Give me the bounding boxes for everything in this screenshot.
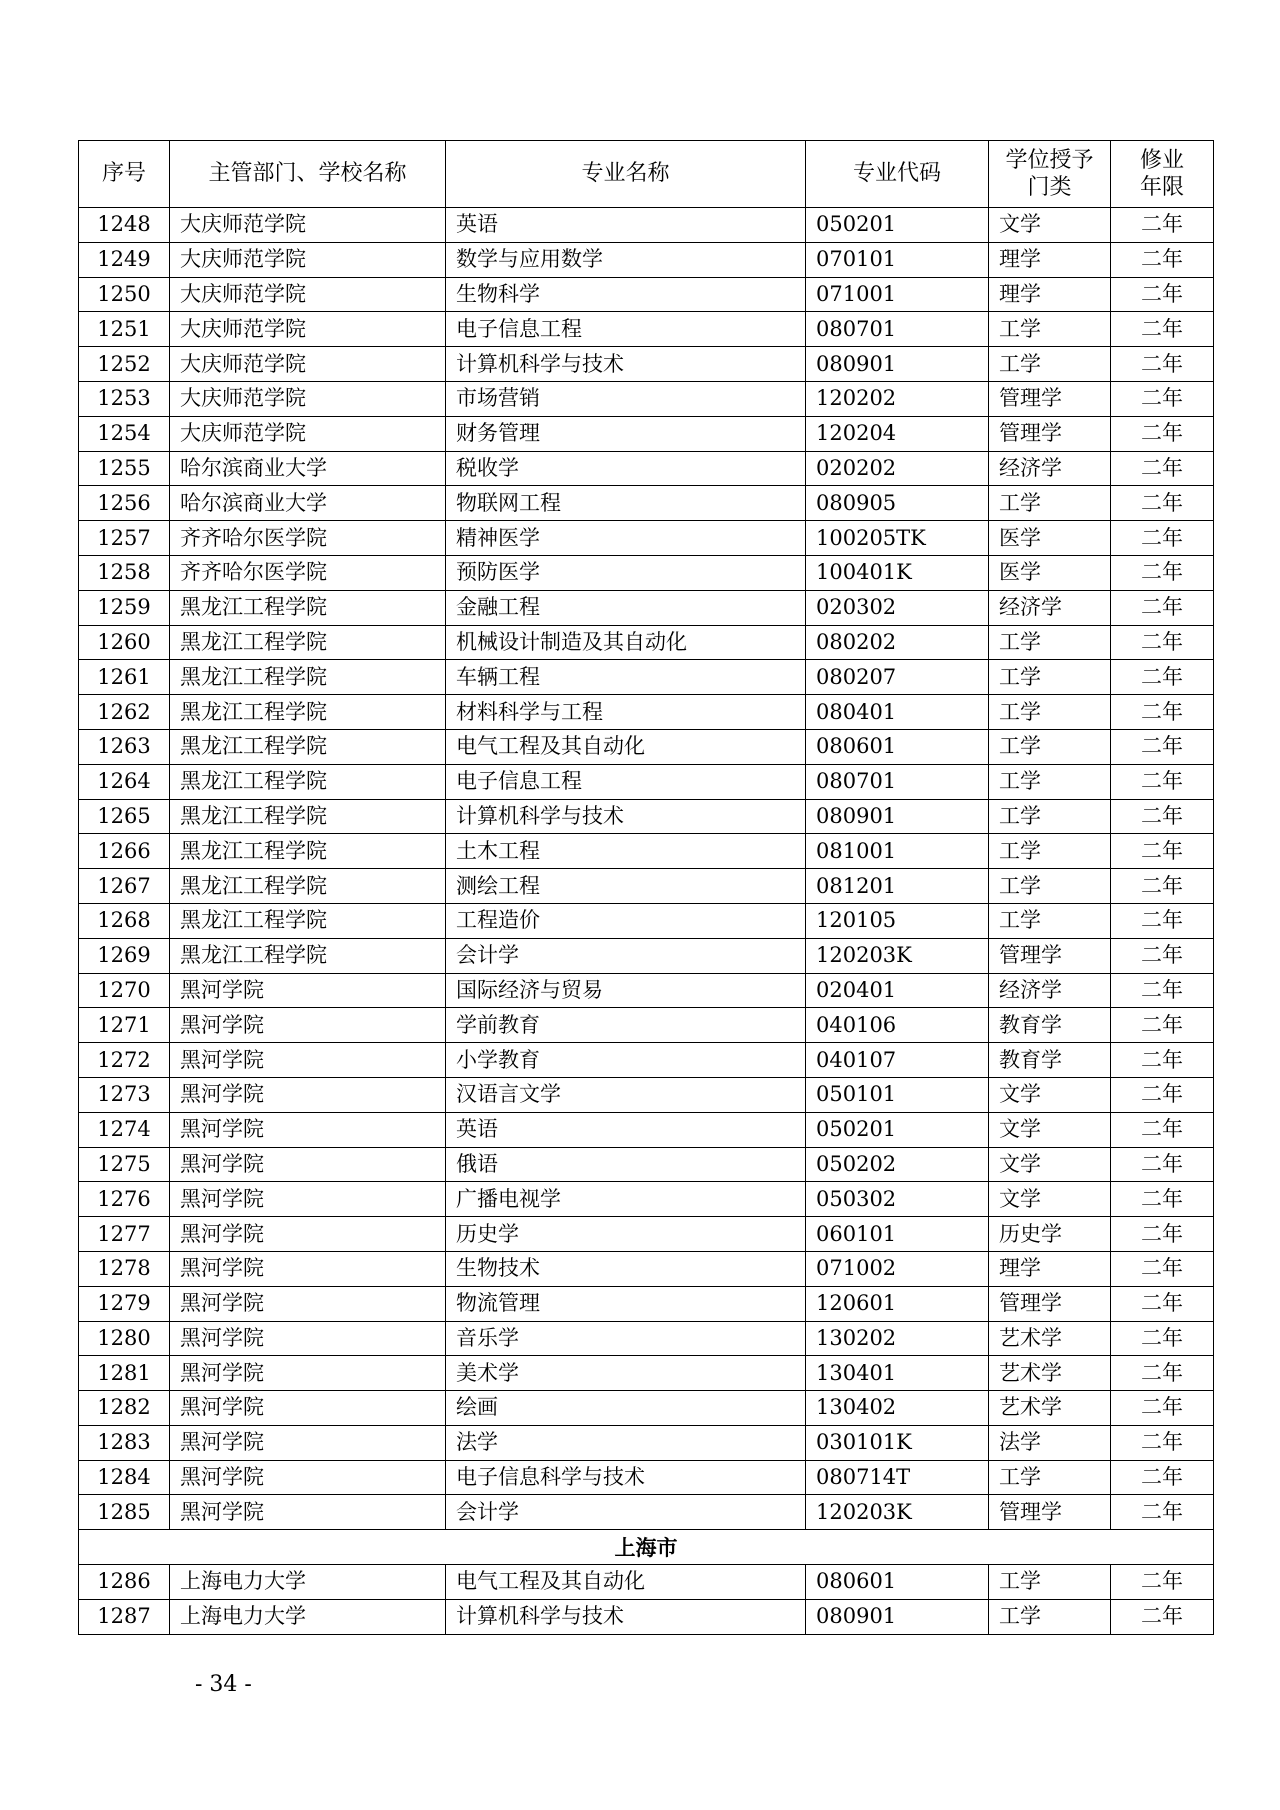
cell-code: 080601 bbox=[806, 1565, 989, 1600]
table-row bbox=[79, 1043, 1214, 1078]
cell-major: 材料科学与工程 bbox=[446, 695, 806, 730]
cell-school: 黑河学院 bbox=[170, 1495, 446, 1530]
cell-degree: 工学 bbox=[989, 1599, 1111, 1634]
cell-years: 二年 bbox=[1111, 1356, 1214, 1391]
cell-seq: 1252 bbox=[79, 347, 170, 382]
cell-degree: 文学 bbox=[989, 1147, 1111, 1182]
cell-school: 黑龙江工程学院 bbox=[170, 695, 446, 730]
table-row bbox=[79, 799, 1214, 834]
cell-years: 二年 bbox=[1111, 695, 1214, 730]
table-row bbox=[79, 347, 1214, 382]
table-row bbox=[79, 1217, 1214, 1252]
cell-code: 050302 bbox=[806, 1182, 989, 1217]
cell-major: 财务管理 bbox=[446, 416, 806, 451]
cell-code: 080905 bbox=[806, 486, 989, 521]
cell-seq: 1263 bbox=[79, 729, 170, 764]
cell-code: 060101 bbox=[806, 1217, 989, 1252]
cell-code: 120203K bbox=[806, 938, 989, 973]
cell-years: 二年 bbox=[1111, 521, 1214, 556]
cell-degree: 工学 bbox=[989, 869, 1111, 904]
cell-school: 大庆师范学院 bbox=[170, 381, 446, 416]
cell-years: 二年 bbox=[1111, 1321, 1214, 1356]
cell-years: 二年 bbox=[1111, 451, 1214, 486]
region-row bbox=[79, 1530, 1214, 1565]
table-row bbox=[79, 521, 1214, 556]
cell-code: 080401 bbox=[806, 695, 989, 730]
page-number: - 34 - bbox=[195, 1672, 252, 1697]
cell-degree: 工学 bbox=[989, 347, 1111, 382]
cell-code: 130402 bbox=[806, 1391, 989, 1426]
cell-seq: 1259 bbox=[79, 590, 170, 625]
cell-major: 汉语言文学 bbox=[446, 1077, 806, 1112]
cell-years: 二年 bbox=[1111, 1286, 1214, 1321]
cell-code: 020302 bbox=[806, 590, 989, 625]
cell-major: 电子信息科学与技术 bbox=[446, 1460, 806, 1495]
cell-code: 050201 bbox=[806, 208, 989, 243]
cell-years: 二年 bbox=[1111, 938, 1214, 973]
table-row bbox=[79, 903, 1214, 938]
cell-seq: 1274 bbox=[79, 1112, 170, 1147]
cell-degree: 工学 bbox=[989, 834, 1111, 869]
cell-years: 二年 bbox=[1111, 312, 1214, 347]
cell-major: 机械设计制造及其自动化 bbox=[446, 625, 806, 660]
region-section bbox=[79, 1530, 1214, 1565]
cell-school: 大庆师范学院 bbox=[170, 347, 446, 382]
cell-degree: 医学 bbox=[989, 555, 1111, 590]
cell-code: 100401K bbox=[806, 555, 989, 590]
cell-major: 精神医学 bbox=[446, 521, 806, 556]
cell-seq: 1272 bbox=[79, 1043, 170, 1078]
table-row bbox=[79, 1391, 1214, 1426]
cell-major: 学前教育 bbox=[446, 1008, 806, 1043]
cell-degree: 教育学 bbox=[989, 1008, 1111, 1043]
cell-school: 黑龙江工程学院 bbox=[170, 834, 446, 869]
cell-seq: 1276 bbox=[79, 1182, 170, 1217]
table-row bbox=[79, 1495, 1214, 1530]
cell-years: 二年 bbox=[1111, 1077, 1214, 1112]
cell-major: 会计学 bbox=[446, 938, 806, 973]
cell-seq: 1273 bbox=[79, 1077, 170, 1112]
cell-seq: 1266 bbox=[79, 834, 170, 869]
cell-school: 黑龙江工程学院 bbox=[170, 625, 446, 660]
table-row bbox=[79, 1251, 1214, 1286]
cell-years: 二年 bbox=[1111, 1599, 1214, 1634]
majors-table bbox=[78, 140, 1214, 1635]
cell-years: 二年 bbox=[1111, 486, 1214, 521]
header-school: 主管部门、学校名称 bbox=[170, 141, 446, 208]
cell-school: 黑河学院 bbox=[170, 1043, 446, 1078]
cell-seq: 1269 bbox=[79, 938, 170, 973]
cell-years: 二年 bbox=[1111, 277, 1214, 312]
cell-degree: 医学 bbox=[989, 521, 1111, 556]
header-seq: 序号 bbox=[79, 141, 170, 208]
table-row bbox=[79, 1460, 1214, 1495]
cell-code: 081201 bbox=[806, 869, 989, 904]
cell-years: 二年 bbox=[1111, 1460, 1214, 1495]
cell-major: 国际经济与贸易 bbox=[446, 973, 806, 1008]
table-row bbox=[79, 834, 1214, 869]
cell-school: 黑河学院 bbox=[170, 1460, 446, 1495]
table-row bbox=[79, 1565, 1214, 1600]
cell-degree: 工学 bbox=[989, 799, 1111, 834]
cell-degree: 经济学 bbox=[989, 451, 1111, 486]
cell-seq: 1260 bbox=[79, 625, 170, 660]
cell-seq: 1283 bbox=[79, 1425, 170, 1460]
cell-seq: 1282 bbox=[79, 1391, 170, 1426]
cell-school: 黑龙江工程学院 bbox=[170, 660, 446, 695]
region-label: 上海市 bbox=[79, 1530, 1214, 1565]
cell-seq: 1271 bbox=[79, 1008, 170, 1043]
cell-seq: 1258 bbox=[79, 555, 170, 590]
cell-major: 土木工程 bbox=[446, 834, 806, 869]
cell-seq: 1268 bbox=[79, 903, 170, 938]
cell-years: 二年 bbox=[1111, 555, 1214, 590]
cell-major: 俄语 bbox=[446, 1147, 806, 1182]
header-years-line2: 年限 bbox=[1139, 175, 1184, 200]
cell-years: 二年 bbox=[1111, 1251, 1214, 1286]
cell-seq: 1278 bbox=[79, 1251, 170, 1286]
cell-major: 法学 bbox=[446, 1425, 806, 1460]
table-row bbox=[79, 1321, 1214, 1356]
cell-code: 081001 bbox=[806, 834, 989, 869]
cell-years: 二年 bbox=[1111, 1391, 1214, 1426]
cell-degree: 文学 bbox=[989, 1182, 1111, 1217]
cell-degree: 艺术学 bbox=[989, 1321, 1111, 1356]
cell-school: 黑河学院 bbox=[170, 1251, 446, 1286]
cell-school: 黑龙江工程学院 bbox=[170, 799, 446, 834]
cell-degree: 工学 bbox=[989, 729, 1111, 764]
cell-major: 车辆工程 bbox=[446, 660, 806, 695]
cell-years: 二年 bbox=[1111, 1147, 1214, 1182]
header-degree-line1: 学位授予 bbox=[1005, 147, 1094, 173]
cell-school: 黑龙江工程学院 bbox=[170, 938, 446, 973]
cell-school: 黑河学院 bbox=[170, 1391, 446, 1426]
cell-seq: 1270 bbox=[79, 973, 170, 1008]
cell-degree: 工学 bbox=[989, 903, 1111, 938]
cell-degree: 教育学 bbox=[989, 1043, 1111, 1078]
cell-code: 080901 bbox=[806, 1599, 989, 1634]
cell-school: 齐齐哈尔医学院 bbox=[170, 521, 446, 556]
cell-years: 二年 bbox=[1111, 660, 1214, 695]
header-major: 专业名称 bbox=[446, 141, 806, 208]
cell-years: 二年 bbox=[1111, 1008, 1214, 1043]
cell-major: 广播电视学 bbox=[446, 1182, 806, 1217]
cell-degree: 工学 bbox=[989, 625, 1111, 660]
cell-seq: 1250 bbox=[79, 277, 170, 312]
cell-major: 物联网工程 bbox=[446, 486, 806, 521]
cell-major: 英语 bbox=[446, 1112, 806, 1147]
cell-school: 黑龙江工程学院 bbox=[170, 869, 446, 904]
cell-code: 050202 bbox=[806, 1147, 989, 1182]
cell-years: 二年 bbox=[1111, 869, 1214, 904]
cell-code: 080714T bbox=[806, 1460, 989, 1495]
cell-years: 二年 bbox=[1111, 834, 1214, 869]
table-row bbox=[79, 973, 1214, 1008]
table-row bbox=[79, 695, 1214, 730]
table-row bbox=[79, 312, 1214, 347]
cell-code: 080901 bbox=[806, 799, 989, 834]
cell-code: 080202 bbox=[806, 625, 989, 660]
cell-code: 050101 bbox=[806, 1077, 989, 1112]
cell-degree: 工学 bbox=[989, 1565, 1111, 1600]
cell-years: 二年 bbox=[1111, 416, 1214, 451]
cell-years: 二年 bbox=[1111, 1495, 1214, 1530]
cell-major: 计算机科学与技术 bbox=[446, 347, 806, 382]
cell-degree: 工学 bbox=[989, 486, 1111, 521]
cell-seq: 1253 bbox=[79, 381, 170, 416]
cell-school: 黑河学院 bbox=[170, 1112, 446, 1147]
cell-years: 二年 bbox=[1111, 1217, 1214, 1252]
cell-code: 130401 bbox=[806, 1356, 989, 1391]
cell-degree: 理学 bbox=[989, 277, 1111, 312]
cell-seq: 1254 bbox=[79, 416, 170, 451]
cell-seq: 1280 bbox=[79, 1321, 170, 1356]
table-row bbox=[79, 416, 1214, 451]
cell-school: 哈尔滨商业大学 bbox=[170, 451, 446, 486]
cell-major: 电气工程及其自动化 bbox=[446, 729, 806, 764]
cell-years: 二年 bbox=[1111, 347, 1214, 382]
table-row bbox=[79, 277, 1214, 312]
cell-degree: 工学 bbox=[989, 695, 1111, 730]
cell-school: 黑龙江工程学院 bbox=[170, 590, 446, 625]
cell-seq: 1265 bbox=[79, 799, 170, 834]
cell-major: 音乐学 bbox=[446, 1321, 806, 1356]
table-row bbox=[79, 208, 1214, 243]
table-row bbox=[79, 1182, 1214, 1217]
cell-seq: 1284 bbox=[79, 1460, 170, 1495]
cell-school: 黑龙江工程学院 bbox=[170, 764, 446, 799]
table-row bbox=[79, 555, 1214, 590]
cell-school: 大庆师范学院 bbox=[170, 312, 446, 347]
cell-code: 120601 bbox=[806, 1286, 989, 1321]
cell-major: 绘画 bbox=[446, 1391, 806, 1426]
cell-seq: 1249 bbox=[79, 242, 170, 277]
cell-seq: 1256 bbox=[79, 486, 170, 521]
cell-major: 计算机科学与技术 bbox=[446, 799, 806, 834]
cell-years: 二年 bbox=[1111, 242, 1214, 277]
cell-major: 电子信息工程 bbox=[446, 764, 806, 799]
cell-major: 市场营销 bbox=[446, 381, 806, 416]
cell-seq: 1287 bbox=[79, 1599, 170, 1634]
cell-degree: 管理学 bbox=[989, 1286, 1111, 1321]
cell-major: 税收学 bbox=[446, 451, 806, 486]
cell-degree: 管理学 bbox=[989, 416, 1111, 451]
cell-seq: 1277 bbox=[79, 1217, 170, 1252]
cell-years: 二年 bbox=[1111, 729, 1214, 764]
table-row bbox=[79, 242, 1214, 277]
cell-seq: 1262 bbox=[79, 695, 170, 730]
cell-school: 齐齐哈尔医学院 bbox=[170, 555, 446, 590]
cell-years: 二年 bbox=[1111, 381, 1214, 416]
cell-school: 黑河学院 bbox=[170, 1286, 446, 1321]
table-row bbox=[79, 1077, 1214, 1112]
cell-major: 金融工程 bbox=[446, 590, 806, 625]
cell-degree: 文学 bbox=[989, 1112, 1111, 1147]
cell-degree: 理学 bbox=[989, 242, 1111, 277]
table-row bbox=[79, 1112, 1214, 1147]
cell-years: 二年 bbox=[1111, 625, 1214, 660]
cell-major: 会计学 bbox=[446, 1495, 806, 1530]
cell-seq: 1248 bbox=[79, 208, 170, 243]
cell-seq: 1279 bbox=[79, 1286, 170, 1321]
table-header-row bbox=[79, 141, 1214, 208]
cell-major: 生物科学 bbox=[446, 277, 806, 312]
cell-school: 黑河学院 bbox=[170, 1321, 446, 1356]
cell-degree: 艺术学 bbox=[989, 1391, 1111, 1426]
cell-school: 上海电力大学 bbox=[170, 1565, 446, 1600]
header-degree-line2: 门类 bbox=[1027, 175, 1072, 200]
cell-degree: 法学 bbox=[989, 1425, 1111, 1460]
table-row bbox=[79, 1286, 1214, 1321]
cell-years: 二年 bbox=[1111, 590, 1214, 625]
cell-code: 020202 bbox=[806, 451, 989, 486]
cell-major: 电子信息工程 bbox=[446, 312, 806, 347]
table-row bbox=[79, 764, 1214, 799]
cell-code: 080701 bbox=[806, 312, 989, 347]
cell-degree: 理学 bbox=[989, 1251, 1111, 1286]
cell-degree: 工学 bbox=[989, 312, 1111, 347]
cell-seq: 1286 bbox=[79, 1565, 170, 1600]
cell-school: 黑龙江工程学院 bbox=[170, 729, 446, 764]
cell-code: 071002 bbox=[806, 1251, 989, 1286]
cell-seq: 1257 bbox=[79, 521, 170, 556]
table-row bbox=[79, 729, 1214, 764]
cell-code: 120202 bbox=[806, 381, 989, 416]
cell-major: 美术学 bbox=[446, 1356, 806, 1391]
cell-school: 大庆师范学院 bbox=[170, 277, 446, 312]
table-row bbox=[79, 1147, 1214, 1182]
cell-code: 040106 bbox=[806, 1008, 989, 1043]
cell-years: 二年 bbox=[1111, 799, 1214, 834]
cell-seq: 1275 bbox=[79, 1147, 170, 1182]
cell-code: 030101K bbox=[806, 1425, 989, 1460]
cell-code: 100205TK bbox=[806, 521, 989, 556]
cell-school: 黑河学院 bbox=[170, 1147, 446, 1182]
table-row bbox=[79, 1599, 1214, 1634]
cell-code: 120203K bbox=[806, 1495, 989, 1530]
cell-code: 050201 bbox=[806, 1112, 989, 1147]
cell-degree: 管理学 bbox=[989, 381, 1111, 416]
cell-degree: 工学 bbox=[989, 660, 1111, 695]
cell-school: 上海电力大学 bbox=[170, 1599, 446, 1634]
cell-code: 120105 bbox=[806, 903, 989, 938]
cell-degree: 管理学 bbox=[989, 938, 1111, 973]
cell-seq: 1255 bbox=[79, 451, 170, 486]
table-row bbox=[79, 590, 1214, 625]
cell-seq: 1251 bbox=[79, 312, 170, 347]
cell-school: 黑河学院 bbox=[170, 1077, 446, 1112]
cell-code: 080701 bbox=[806, 764, 989, 799]
table-row bbox=[79, 869, 1214, 904]
header-years-line1: 修业 bbox=[1139, 147, 1184, 173]
cell-seq: 1281 bbox=[79, 1356, 170, 1391]
cell-degree: 管理学 bbox=[989, 1495, 1111, 1530]
cell-degree: 经济学 bbox=[989, 590, 1111, 625]
cell-major: 英语 bbox=[446, 208, 806, 243]
cell-years: 二年 bbox=[1111, 1112, 1214, 1147]
cell-degree: 文学 bbox=[989, 1077, 1111, 1112]
header-years bbox=[1111, 141, 1214, 208]
cell-code: 070101 bbox=[806, 242, 989, 277]
cell-years: 二年 bbox=[1111, 1425, 1214, 1460]
cell-major: 测绘工程 bbox=[446, 869, 806, 904]
cell-school: 大庆师范学院 bbox=[170, 242, 446, 277]
cell-school: 黑河学院 bbox=[170, 1182, 446, 1217]
cell-school: 黑河学院 bbox=[170, 1217, 446, 1252]
cell-major: 计算机科学与技术 bbox=[446, 1599, 806, 1634]
cell-seq: 1264 bbox=[79, 764, 170, 799]
cell-code: 020401 bbox=[806, 973, 989, 1008]
cell-seq: 1261 bbox=[79, 660, 170, 695]
header-degree bbox=[989, 141, 1111, 208]
cell-years: 二年 bbox=[1111, 764, 1214, 799]
cell-degree: 历史学 bbox=[989, 1217, 1111, 1252]
cell-school: 大庆师范学院 bbox=[170, 416, 446, 451]
table-row bbox=[79, 381, 1214, 416]
cell-seq: 1267 bbox=[79, 869, 170, 904]
table-row bbox=[79, 938, 1214, 973]
cell-school: 大庆师范学院 bbox=[170, 208, 446, 243]
cell-code: 120204 bbox=[806, 416, 989, 451]
table-row bbox=[79, 486, 1214, 521]
cell-major: 预防医学 bbox=[446, 555, 806, 590]
table-row bbox=[79, 1356, 1214, 1391]
cell-years: 二年 bbox=[1111, 208, 1214, 243]
cell-school: 黑河学院 bbox=[170, 1356, 446, 1391]
table-row bbox=[79, 1008, 1214, 1043]
cell-school: 黑龙江工程学院 bbox=[170, 903, 446, 938]
cell-major: 数学与应用数学 bbox=[446, 242, 806, 277]
cell-degree: 文学 bbox=[989, 208, 1111, 243]
table-body-part1 bbox=[79, 208, 1214, 1530]
cell-major: 生物技术 bbox=[446, 1251, 806, 1286]
cell-years: 二年 bbox=[1111, 973, 1214, 1008]
cell-major: 小学教育 bbox=[446, 1043, 806, 1078]
cell-degree: 工学 bbox=[989, 1460, 1111, 1495]
cell-code: 071001 bbox=[806, 277, 989, 312]
header-code: 专业代码 bbox=[806, 141, 989, 208]
cell-years: 二年 bbox=[1111, 1043, 1214, 1078]
cell-major: 电气工程及其自动化 bbox=[446, 1565, 806, 1600]
cell-school: 哈尔滨商业大学 bbox=[170, 486, 446, 521]
cell-code: 040107 bbox=[806, 1043, 989, 1078]
table-body-part2 bbox=[79, 1565, 1214, 1635]
cell-school: 黑河学院 bbox=[170, 1425, 446, 1460]
cell-code: 080601 bbox=[806, 729, 989, 764]
cell-major: 历史学 bbox=[446, 1217, 806, 1252]
cell-school: 黑河学院 bbox=[170, 1008, 446, 1043]
cell-code: 080207 bbox=[806, 660, 989, 695]
cell-major: 物流管理 bbox=[446, 1286, 806, 1321]
cell-degree: 艺术学 bbox=[989, 1356, 1111, 1391]
cell-school: 黑河学院 bbox=[170, 973, 446, 1008]
table-row bbox=[79, 451, 1214, 486]
cell-degree: 经济学 bbox=[989, 973, 1111, 1008]
cell-years: 二年 bbox=[1111, 903, 1214, 938]
table-row bbox=[79, 625, 1214, 660]
cell-major: 工程造价 bbox=[446, 903, 806, 938]
cell-seq: 1285 bbox=[79, 1495, 170, 1530]
cell-years: 二年 bbox=[1111, 1182, 1214, 1217]
table-row bbox=[79, 660, 1214, 695]
cell-code: 130202 bbox=[806, 1321, 989, 1356]
table-row bbox=[79, 1425, 1214, 1460]
cell-degree: 工学 bbox=[989, 764, 1111, 799]
cell-years: 二年 bbox=[1111, 1565, 1214, 1600]
cell-code: 080901 bbox=[806, 347, 989, 382]
